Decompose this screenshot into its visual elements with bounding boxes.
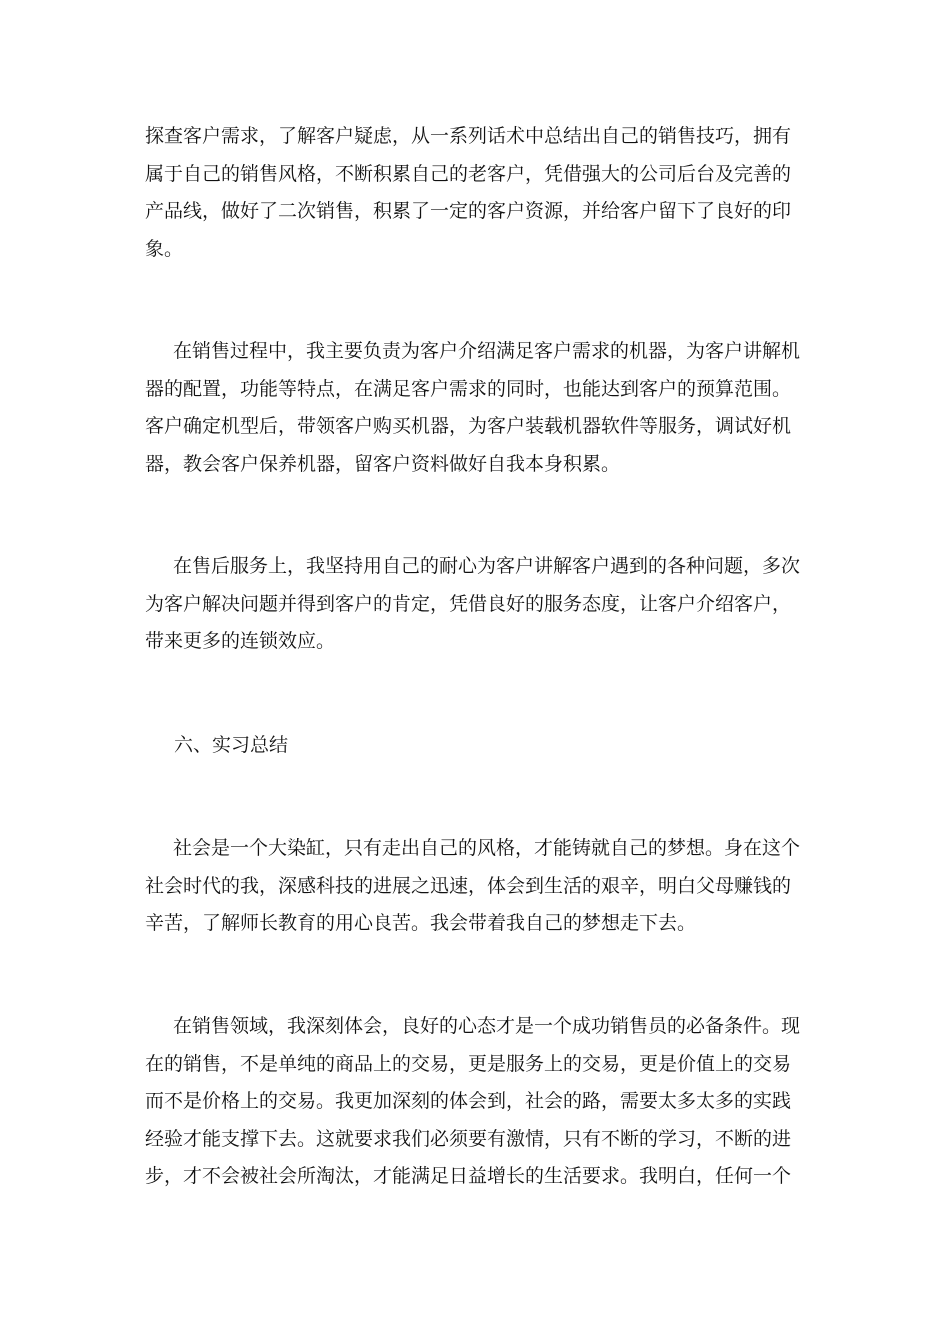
paragraph-line: 器，教会客户保养机器，留客户资料做好自我本身积累。 <box>145 452 621 475</box>
paragraph-line: 在的销售，不是单纯的商品上的交易，更是服务上的交易，更是价值上的交易 <box>145 1052 792 1075</box>
paragraph-line: 步，才不会被社会所淘汰，才能满足日益增长的生活要求。我明白，任何一个 <box>145 1165 792 1187</box>
paragraph-line: 客户确定机型后，带领客户购买机器，为客户装载机器软件等服务，调试好机 <box>145 415 792 437</box>
paragraph-line: 社会是一个大染缸，只有走出自己的风格，才能铸就自己的梦想。身在这个 <box>173 837 801 859</box>
paragraph-2 <box>145 333 805 483</box>
paragraph-line: 器的配置，功能等特点，在满足客户需求的同时，也能达到客户的预算范围。 <box>145 377 792 400</box>
section-heading: 六、实习总结 <box>174 734 289 756</box>
paragraph-line: 属于自己的销售风格，不断积累自己的老客户，凭借强大的公司后台及完善的 <box>145 162 792 185</box>
paragraph-line: 社会时代的我，深感科技的进展之迅速，体会到生活的艰辛，明白父母赚钱的 <box>145 874 792 897</box>
paragraph-line: 象。 <box>145 237 184 260</box>
paragraph-line: 探查客户需求，了解客户疑虑，从一系列话术中总结出自己的销售技巧，拥有 <box>145 125 792 147</box>
paragraph-line: 带来更多的连锁效应。 <box>145 630 336 652</box>
paragraph-line: 经验才能支撑下去。这就要求我们必须要有激情，只有不断的学习，不断的进 <box>145 1127 792 1150</box>
paragraph-line: 辛苦，了解师长教育的用心良苦。我会带着我自己的梦想走下去。 <box>145 912 697 934</box>
paragraph-3 <box>145 548 805 661</box>
paragraph-line: 在销售过程中，我主要负责为客户介绍满足客户需求的机器，为客户讲解机 <box>173 340 801 362</box>
paragraph-line: 产品线，做好了二次销售，积累了一定的客户资源，并给客户留下了良好的印 <box>145 200 792 222</box>
paragraph-1 <box>145 118 805 268</box>
paragraph-line: 而不是价格上的交易。我更加深刻的体会到，社会的路，需要太多太多的实践 <box>145 1090 792 1112</box>
paragraph-5 <box>145 1008 805 1196</box>
paragraph-line: 在售后服务上，我坚持用自己的耐心为客户讲解客户遇到的各种问题，多次 <box>173 555 801 577</box>
paragraph-line: 在销售领域，我深刻体会，良好的心态才是一个成功销售员的必备条件。现 <box>173 1015 801 1037</box>
paragraph-4 <box>145 830 805 943</box>
paragraph-line: 为客户解决问题并得到客户的肯定，凭借良好的服务态度，让客户介绍客户， <box>145 592 792 615</box>
